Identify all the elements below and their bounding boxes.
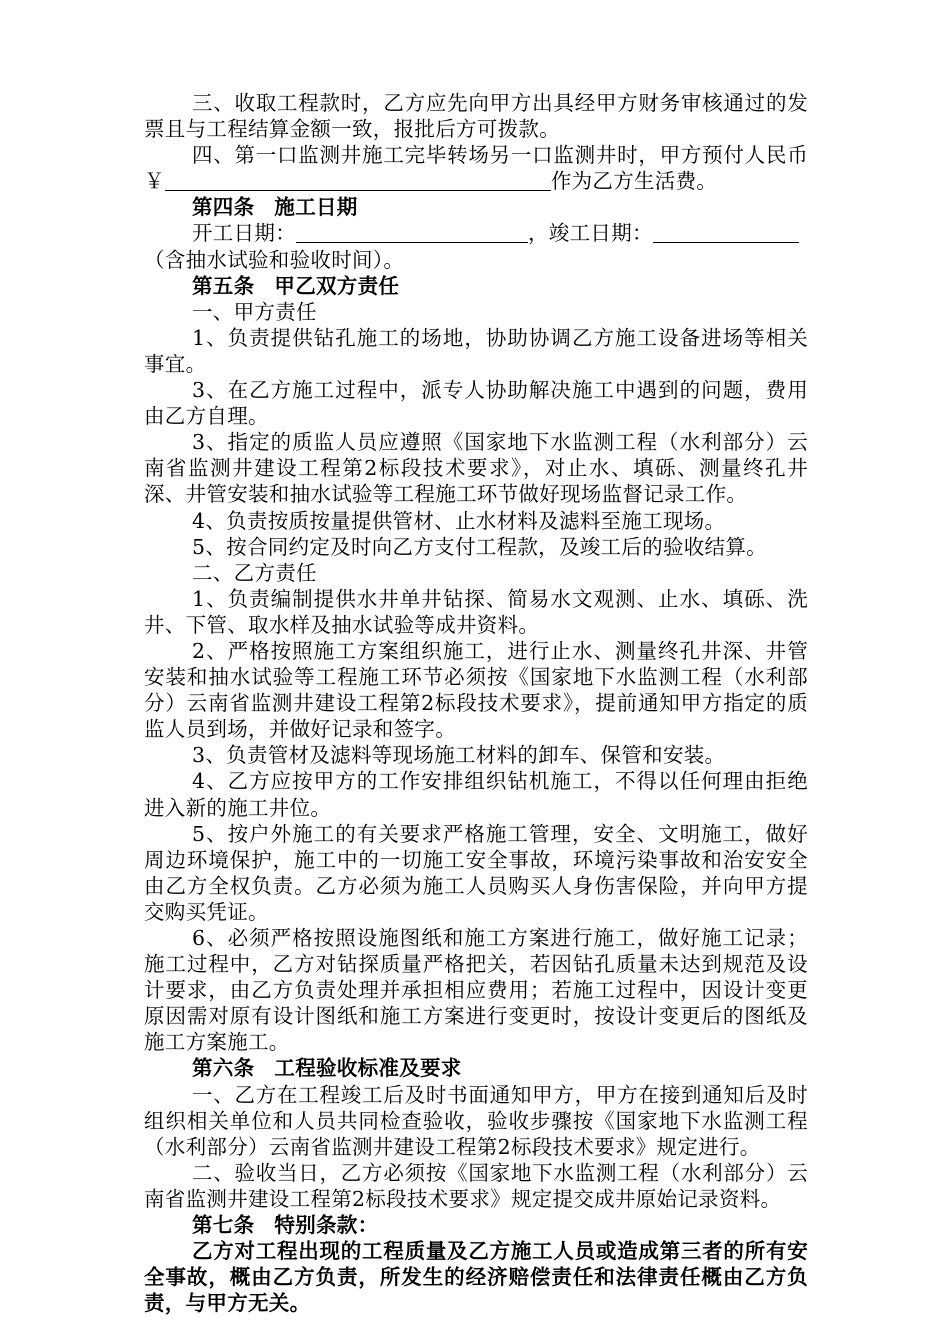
acceptance-item-2: 二、验收当日，乙方必须按《国家地下水监测工程（水利部分）云南省监测井建设工程第2标段技术要求》规定提交成井原始记录资料。 (144, 1160, 808, 1211)
special-clause-paragraph: 乙方对工程出现的工程质量及乙方施工人员或造成第三者的所有安全事故，概由乙方负责，所发生的经济赔偿责任和法律责任概由乙方负责，与甲方无关。 (144, 1239, 808, 1316)
article-4-title: 施工日期 (274, 195, 358, 220)
article-5-heading (144, 273, 808, 299)
end-date-label: ，竣工日期： (528, 221, 653, 246)
party-a-item-2: 3、在乙方施工过程中，派专人协助解决施工中遇到的问题，费用由乙方自理。 (144, 378, 808, 429)
article-7-number: 第七条 (192, 1213, 255, 1238)
article-6-title: 工程验收标准及要求 (274, 1056, 462, 1081)
party-b-item-2: 2、严格按照施工方案组织施工，进行止水、测量终孔井深、井管安装和抽水试验等工程施工环节必须按《国家地下水监测工程（水利部分）云南省监测井建设工程第2标段技术要求》，提前通知甲方指定的质监人员到场，并做好记录和签字。 (144, 638, 808, 742)
article-4-number: 第四条 (192, 195, 255, 220)
clause-3-4-paragraph (144, 142, 808, 194)
party-a-item-3: 3、指定的质监人员应遵照《国家地下水监测工程（水利部分）云南省监测井建设工程第2标段技术要求》，对止水、填砾、测量终孔井深、井管安装和抽水试验等工程施工环节做好现场监督记录工作。 (144, 430, 808, 507)
clause-3-3-paragraph: 三、收取工程款时，乙方应先向甲方出具经甲方财务审核通过的发票且与工程结算金额一致，报批后方可拨款。 (144, 91, 808, 142)
article-7-heading (144, 1212, 808, 1238)
party-a-item-5: 5、按合同约定及时向乙方支付工程款，及竣工后的验收结算。 (192, 534, 767, 559)
party-b-item-4: 4、乙方应按甲方的工作安排组织钻机施工，不得以任何理由拒绝进入新的施工井位。 (144, 769, 808, 820)
party-b-item-1: 1、负责编制提供水井单井钻探、简易水文观测、止水、填砾、洗井、下管、取水样及抽水试验等成井资料。 (144, 586, 808, 637)
clause-3-4-text: 四、第一口监测井施工完毕转场另一口监测井时，甲方预付人民币￥ (144, 143, 808, 194)
clause-3-4-text-end: 作为乙方生活费。 (550, 169, 718, 194)
document-body (144, 90, 808, 1316)
start-date-blank-field[interactable] (296, 222, 528, 243)
party-a-heading: 一、甲方责任 (192, 299, 317, 324)
article-5-number: 第五条 (192, 273, 255, 298)
acceptance-item-1: 一、乙方在工程竣工后及时书面通知甲方，甲方在接到通知后及时组织相关单位和人员共同检查验收，验收步骤按《国家地下水监测工程（水利部分）云南省监测井建设工程第2标段技术要求》规定进行。 (144, 1082, 808, 1159)
article-6-heading (144, 1055, 808, 1081)
amount-blank-field[interactable] (165, 170, 551, 191)
party-a-item-1: 1、负责提供钻孔施工的场地，协助协调乙方施工设备进场等相关事宜。 (144, 325, 808, 376)
article-5-title: 甲乙双方责任 (274, 273, 400, 298)
party-b-item-6: 6、必须严格按照设施图纸和施工方案进行施工，做好施工记录；施工过程中，乙方对钻探质量严格把关，若因钻孔质量未达到规范及设计要求，由乙方负责处理并承担相应费用；若施工过程中，因设计变更原因需对原有设计图纸和施工方案进行变更时，按设计变更后的图纸及施工方案施工。 (144, 926, 808, 1055)
party-b-item-5: 5、按户外施工的有关要求严格施工管理，安全、文明施工，做好周边环境保护，施工中的一切施工安全事故，环境污染事故和治安安全由乙方全权负责。乙方必须为施工人员购买人身伤害保险，并向甲方提交购买凭证。 (144, 821, 808, 924)
end-date-blank-field[interactable] (653, 222, 799, 243)
party-a-item-4: 4、负责按质按量提供管材、止水材料及滤料至施工现场。 (192, 508, 726, 533)
party-b-item-3: 3、负责管材及滤料等现场施工材料的卸车、保管和安装。 (192, 743, 726, 768)
start-date-label: 开工日期： (192, 221, 296, 246)
dates-paragraph (144, 220, 808, 246)
date-note: （含抽水试验和验收时间）。 (144, 247, 405, 272)
article-7-title: 特别条款： (274, 1213, 379, 1238)
party-b-heading: 二、乙方责任 (192, 560, 317, 585)
article-4-heading (144, 194, 808, 220)
article-6-number: 第六条 (192, 1056, 255, 1081)
